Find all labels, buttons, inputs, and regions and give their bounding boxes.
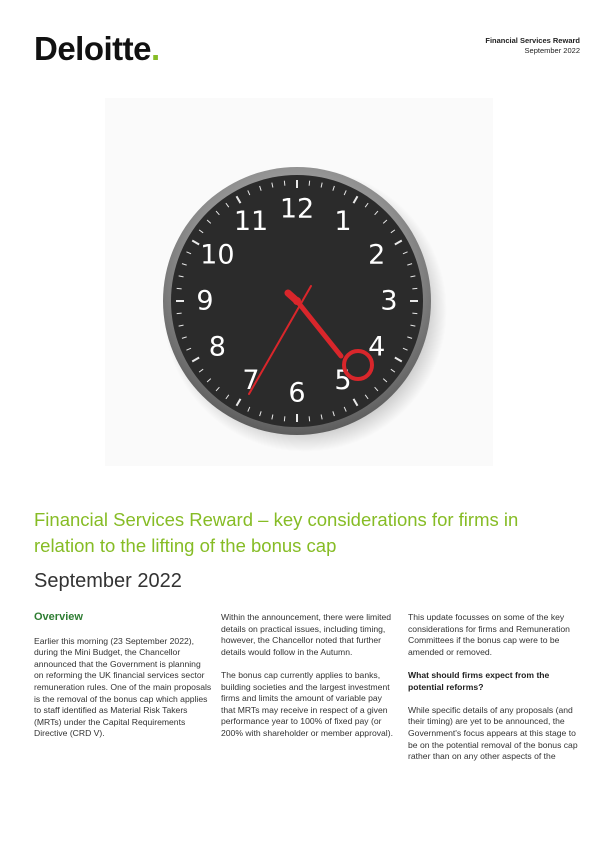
report-date: September 2022 — [524, 46, 580, 55]
clock-numeral: 7 — [242, 365, 260, 397]
clock-tick — [284, 181, 285, 186]
column-2 — [221, 612, 397, 751]
document-date: September 2022 — [34, 570, 182, 592]
logo-text: Deloitte — [34, 30, 152, 67]
clock-tick — [412, 313, 417, 314]
report-header — [485, 36, 580, 56]
clock-numeral: 6 — [288, 377, 306, 409]
clock-numeral: 4 — [368, 331, 386, 363]
deloitte-logo — [34, 30, 160, 68]
clock-tick — [309, 416, 310, 421]
clock-tick — [177, 313, 182, 314]
clock-numeral: 1 — [334, 205, 352, 237]
clock-numeral: 8 — [208, 331, 226, 363]
document-title: Financial Services Reward – key considerations for firms in relation to the lifting of the bonus cap — [34, 509, 519, 556]
overview-paragraph: Earlier this morning (23 September 2022), during the Mini Budget, the Chancellor announced that the Government is planning on reforming the UK financial services sector remuneration rules. One of the main proposals is the removal of the bonus cap which applies to staff identified as Material Risk Takers (MRTs) under the Capital Requirements Directive (CRD V). — [34, 635, 212, 739]
clock-tick — [284, 416, 285, 421]
clock-tick — [177, 288, 182, 289]
clock-tick — [309, 181, 310, 186]
logo-dot: . — [151, 30, 160, 67]
clock-numeral: 9 — [196, 285, 214, 317]
reforms-subheading: What should firms expect from the potential reforms? — [408, 669, 550, 692]
clock-image — [105, 98, 493, 466]
reforms-paragraph: While specific details of any proposals (and their timing) are yet to be announced, the Government's focus appears at this stage to be on the potential removal of the bonus cap rather than on any other aspects of the — [408, 704, 578, 762]
clock-tick — [412, 288, 417, 289]
clock-numeral: 12 — [279, 193, 315, 225]
announcement-paragraph: Within the announcement, there were limited details on practical issues, including timing, however, the Chancellor noted that further details would follow in the Autumn. — [221, 612, 392, 657]
clock-numeral: 2 — [368, 239, 386, 271]
column-1 — [34, 612, 212, 752]
clock-numeral: 3 — [380, 285, 398, 317]
clock-numeral: 11 — [233, 205, 269, 237]
clock-photo — [105, 98, 493, 466]
report-name: Financial Services Reward — [485, 36, 580, 45]
column-3 — [408, 612, 586, 774]
bonus-cap-paragraph: The bonus cap currently applies to banks, building societies and the largest investment firms and limits the amount of variable pay that MRTs may receive in respect of a given performance year to 100% of fixed pay (or 200% with shareholder or member approval). — [221, 669, 393, 738]
clock-numeral: 5 — [334, 365, 352, 397]
overview-heading: Overview — [34, 611, 83, 623]
update-paragraph: This update focusses on some of the key considerations for firms and Remuneration Committees if the bonus cap were to be amended or removed. — [408, 612, 570, 657]
center-cap — [293, 297, 301, 305]
clock-numeral: 10 — [200, 239, 235, 271]
